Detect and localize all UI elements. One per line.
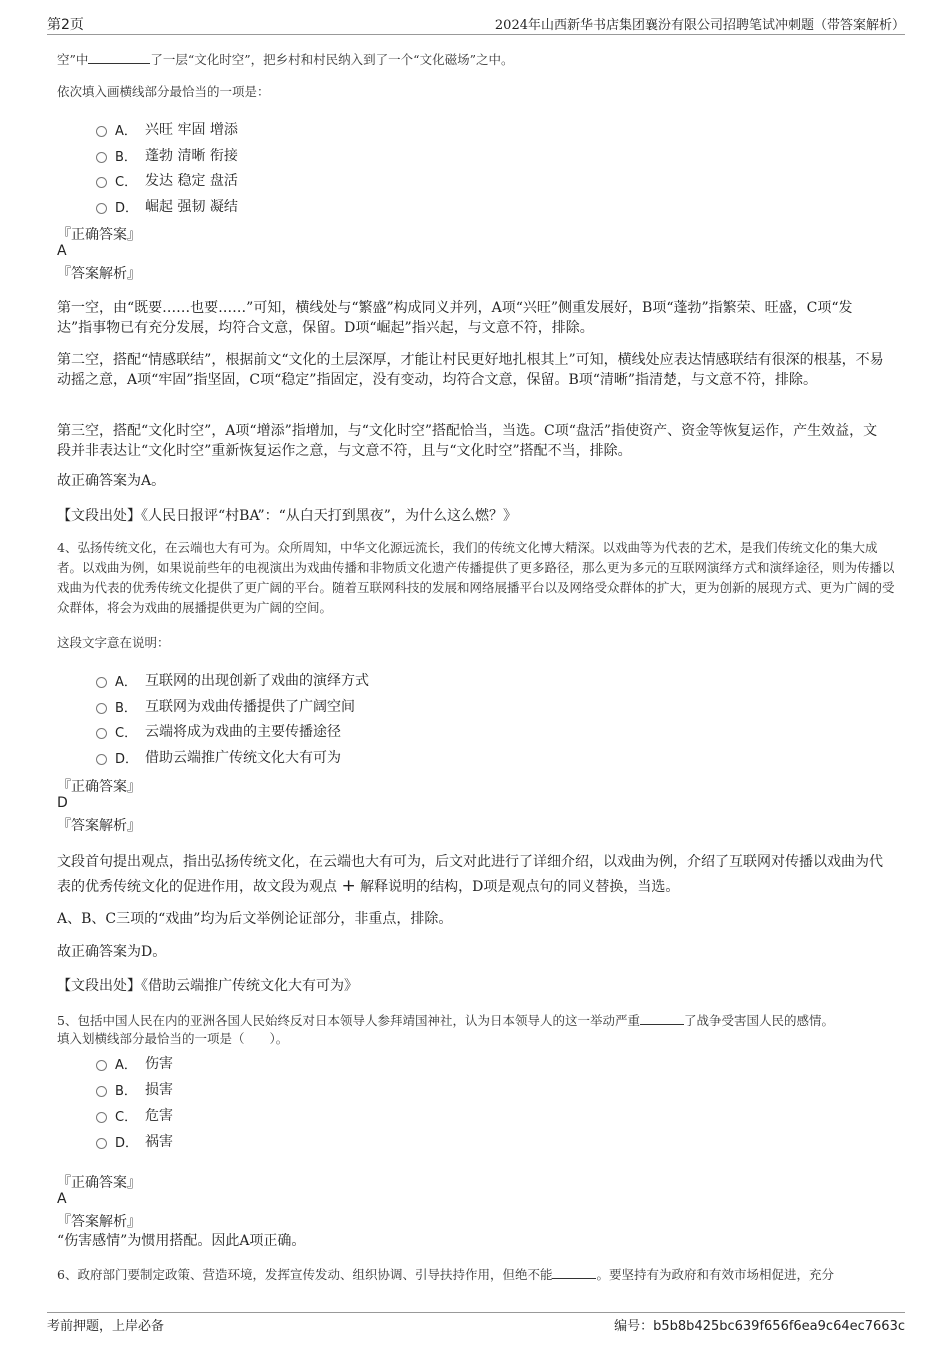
radio-icon[interactable] bbox=[96, 177, 107, 188]
q5-stem bbox=[57, 1011, 834, 1031]
code-value: b5b8b425bc639f656f6ea9c64ec7663c bbox=[653, 1319, 905, 1334]
q3-answer: A bbox=[57, 243, 67, 259]
q6-blank bbox=[552, 1266, 596, 1279]
q4-analysis-p1 bbox=[57, 850, 887, 899]
radio-icon[interactable] bbox=[96, 677, 107, 688]
page-footer bbox=[47, 1312, 905, 1334]
option-letter: B． bbox=[115, 700, 137, 716]
option-letter: B． bbox=[115, 1083, 137, 1099]
q3-correct-label: 『正确答案』 bbox=[57, 227, 141, 243]
q4-option-d[interactable] bbox=[96, 747, 341, 767]
radio-icon[interactable] bbox=[96, 728, 107, 739]
option-letter: A． bbox=[115, 1057, 137, 1073]
q3-analysis-label: 『答案解析』 bbox=[57, 266, 141, 282]
q3-analysis-p3: 第三空，搭配“文化时空”，A项“增添”指增加，与“文化时空”搭配恰当，当选。C项“盘活”指使资产、资金等恢复运作，产生效益，文段并非表达让“文化时空”重新恢复运作之意，与文意不符，且与“文化时空”搭配不当，排除。 bbox=[57, 423, 878, 459]
option-text: 危害 bbox=[145, 1108, 173, 1124]
option-letter: C． bbox=[115, 725, 138, 741]
q4-answer: D bbox=[57, 795, 68, 811]
plus-sign: + bbox=[341, 876, 356, 896]
q4-option-b[interactable] bbox=[96, 696, 355, 716]
option-text: 互联网的出现创新了戏曲的演绎方式 bbox=[145, 673, 369, 689]
q4-prompt: 这段文字意在说明： bbox=[57, 635, 170, 650]
option-text: 蓬勃 清晰 衔接 bbox=[145, 148, 238, 164]
footer-slogan: 考前押题，上岸必备 bbox=[47, 1319, 165, 1334]
page-number: 第2页 bbox=[47, 17, 84, 33]
q4-conclusion: 故正确答案为D。 bbox=[57, 944, 167, 960]
q4-correct-label: 『正确答案』 bbox=[57, 779, 141, 795]
q3-option-b[interactable] bbox=[96, 145, 238, 165]
radio-icon[interactable] bbox=[96, 754, 107, 765]
q4-analysis-label: 『答案解析』 bbox=[57, 818, 141, 834]
radio-icon[interactable] bbox=[96, 703, 107, 714]
option-letter: C． bbox=[115, 174, 138, 190]
radio-icon[interactable] bbox=[96, 203, 107, 214]
q5-prompt: 填入划横线部分最恰当的一项是（ ）。 bbox=[57, 1031, 289, 1046]
q3-stem-tail bbox=[57, 50, 513, 70]
q3-source: 【文段出处】《人民日报评“村BA”：“从白天打到黑夜”，为什么这么燃？》 bbox=[57, 508, 517, 524]
radio-icon[interactable] bbox=[96, 1112, 107, 1123]
q5-option-b[interactable] bbox=[96, 1079, 173, 1099]
q4-analysis-p2: A、B、C三项的“戏曲”均为后文举例论证部分，非重点，排除。 bbox=[57, 911, 453, 927]
option-letter: A． bbox=[115, 674, 137, 690]
option-text: 兴旺 牢固 增添 bbox=[145, 122, 238, 138]
q5-stem-post: 了战争受害国人民的感情。 bbox=[683, 1013, 834, 1028]
radio-icon[interactable] bbox=[96, 1138, 107, 1149]
q3-conclusion: 故正确答案为A。 bbox=[57, 473, 166, 489]
option-text: 发达 稳定 盘活 bbox=[145, 173, 238, 189]
q5-stem-pre: 5、包括中国人民在内的亚洲各国人民始终反对日本领导人参拜靖国神社，认为日本领导人的这一举动严重 bbox=[57, 1013, 640, 1028]
q5-analysis-label: 『答案解析』 bbox=[57, 1214, 141, 1230]
q4-p1-post: 解释说明的结构，D项是观点句的同义替换，当选。 bbox=[360, 879, 680, 895]
q5-option-c[interactable] bbox=[96, 1105, 173, 1125]
page-header bbox=[47, 14, 905, 35]
q4-source: 【文段出处】《借助云端推广传统文化大有可为》 bbox=[57, 978, 358, 994]
q4-option-a[interactable] bbox=[96, 670, 369, 690]
q3-option-a[interactable] bbox=[96, 119, 238, 139]
option-text: 云端将成为戏曲的主要传播途径 bbox=[145, 724, 341, 740]
option-letter: D． bbox=[115, 751, 139, 767]
radio-icon[interactable] bbox=[96, 1086, 107, 1097]
radio-icon[interactable] bbox=[96, 1060, 107, 1071]
q6-stem-post: 。要坚持有为政府和有效市场相促进，充分 bbox=[596, 1267, 834, 1282]
q5-answer: A bbox=[57, 1191, 67, 1207]
q5-blank bbox=[640, 1012, 684, 1025]
q3-analysis-p2: 第二空，搭配“情感联结”，根据前文“文化的土层深厚，才能让村民更好地扎根其上”可知，横线处应表达情感联结有很深的根基，不易动摇之意，A项“牢固”指坚固，C项“稳定”指固定，没有变动，均符合文意，保留。B项“清晰”指清楚，与文意不符，排除。 bbox=[57, 352, 884, 388]
q3-stem-post: 了一层“文化时空”，把乡村和村民纳入到了一个“文化磁场”之中。 bbox=[150, 52, 514, 67]
q3-option-d[interactable] bbox=[96, 196, 238, 216]
option-text: 崛起 强韧 凝结 bbox=[145, 199, 238, 215]
option-letter: A． bbox=[115, 123, 137, 139]
q5-correct-label: 『正确答案』 bbox=[57, 1175, 141, 1191]
q6-stem bbox=[57, 1265, 834, 1285]
option-text: 损害 bbox=[145, 1082, 173, 1098]
option-letter: D． bbox=[115, 1135, 139, 1151]
option-text: 借助云端推广传统文化大有可为 bbox=[145, 750, 341, 766]
document-title: 2024年山西新华书店集团襄汾有限公司招聘笔试冲刺题（带答案解析） bbox=[494, 18, 905, 33]
q4-option-c[interactable] bbox=[96, 721, 341, 741]
q5-analysis-p1: “伤害感情”为惯用搭配。因此A项正确。 bbox=[57, 1233, 306, 1249]
q3-stem-pre: 空”中 bbox=[57, 52, 89, 67]
option-letter: D． bbox=[115, 200, 139, 216]
q3-option-c[interactable] bbox=[96, 170, 238, 190]
q3-blank bbox=[88, 51, 150, 64]
option-letter: B． bbox=[115, 149, 137, 165]
q4-p1-pre: 文段首句提出观点，指出弘扬传统文化，在云端也大有可为，后文对此进行了详细介绍，以戏曲为例，介绍了互联网对传播以戏曲为代表的优秀传统文化的促进作用，故文段为观点 bbox=[57, 854, 883, 895]
option-text: 伤害 bbox=[145, 1056, 173, 1072]
q5-option-d[interactable] bbox=[96, 1131, 173, 1151]
option-text: 祸害 bbox=[145, 1134, 173, 1150]
option-text: 互联网为戏曲传播提供了广阔空间 bbox=[145, 699, 355, 715]
q3-analysis-p1: 第一空，由“既要……也要……”可知，横线处与“繁盛”构成同义并列，A项“兴旺”侧重发展好，B项“蓬勃”指繁荣、旺盛，C项“发达”指事物已有充分发展，均符合文意，保留。D项“崛起”指兴起，与文意不符，排除。 bbox=[57, 300, 853, 336]
q3-prompt: 依次填入画横线部分最恰当的一项是： bbox=[57, 84, 270, 99]
q4-stem: 4、弘扬传统文化，在云端也大有可为。众所周知，中华文化源远流长，我们的传统文化博大精深。以戏曲等为代表的艺术，是我们传统文化的集大成者。以戏曲为例，如果说前些年的电视演出为戏曲传播和非物质文化遗产传播提供了更多路径，那么更为多元的互联网演绎方式和演绎途径，则为传播以戏曲为代表的优秀传统文化提供了更广阔的平台。随着互联网科技的发展和网络展播平台以及网络受众群体的扩大，更为创新的展现方式、更为广阔的受众群体，将会为戏曲的展播提供更为广阔的空间。 bbox=[57, 540, 895, 615]
q6-stem-pre: 6、政府部门要制定政策、营造环境，发挥宣传发动、组织协调、引导扶持作用，但绝不能 bbox=[57, 1267, 553, 1282]
code-label: 编号： bbox=[614, 1319, 654, 1334]
radio-icon[interactable] bbox=[96, 126, 107, 137]
option-letter: C． bbox=[115, 1109, 138, 1125]
radio-icon[interactable] bbox=[96, 152, 107, 163]
q5-option-a[interactable] bbox=[96, 1053, 173, 1073]
document-code bbox=[614, 1315, 905, 1334]
